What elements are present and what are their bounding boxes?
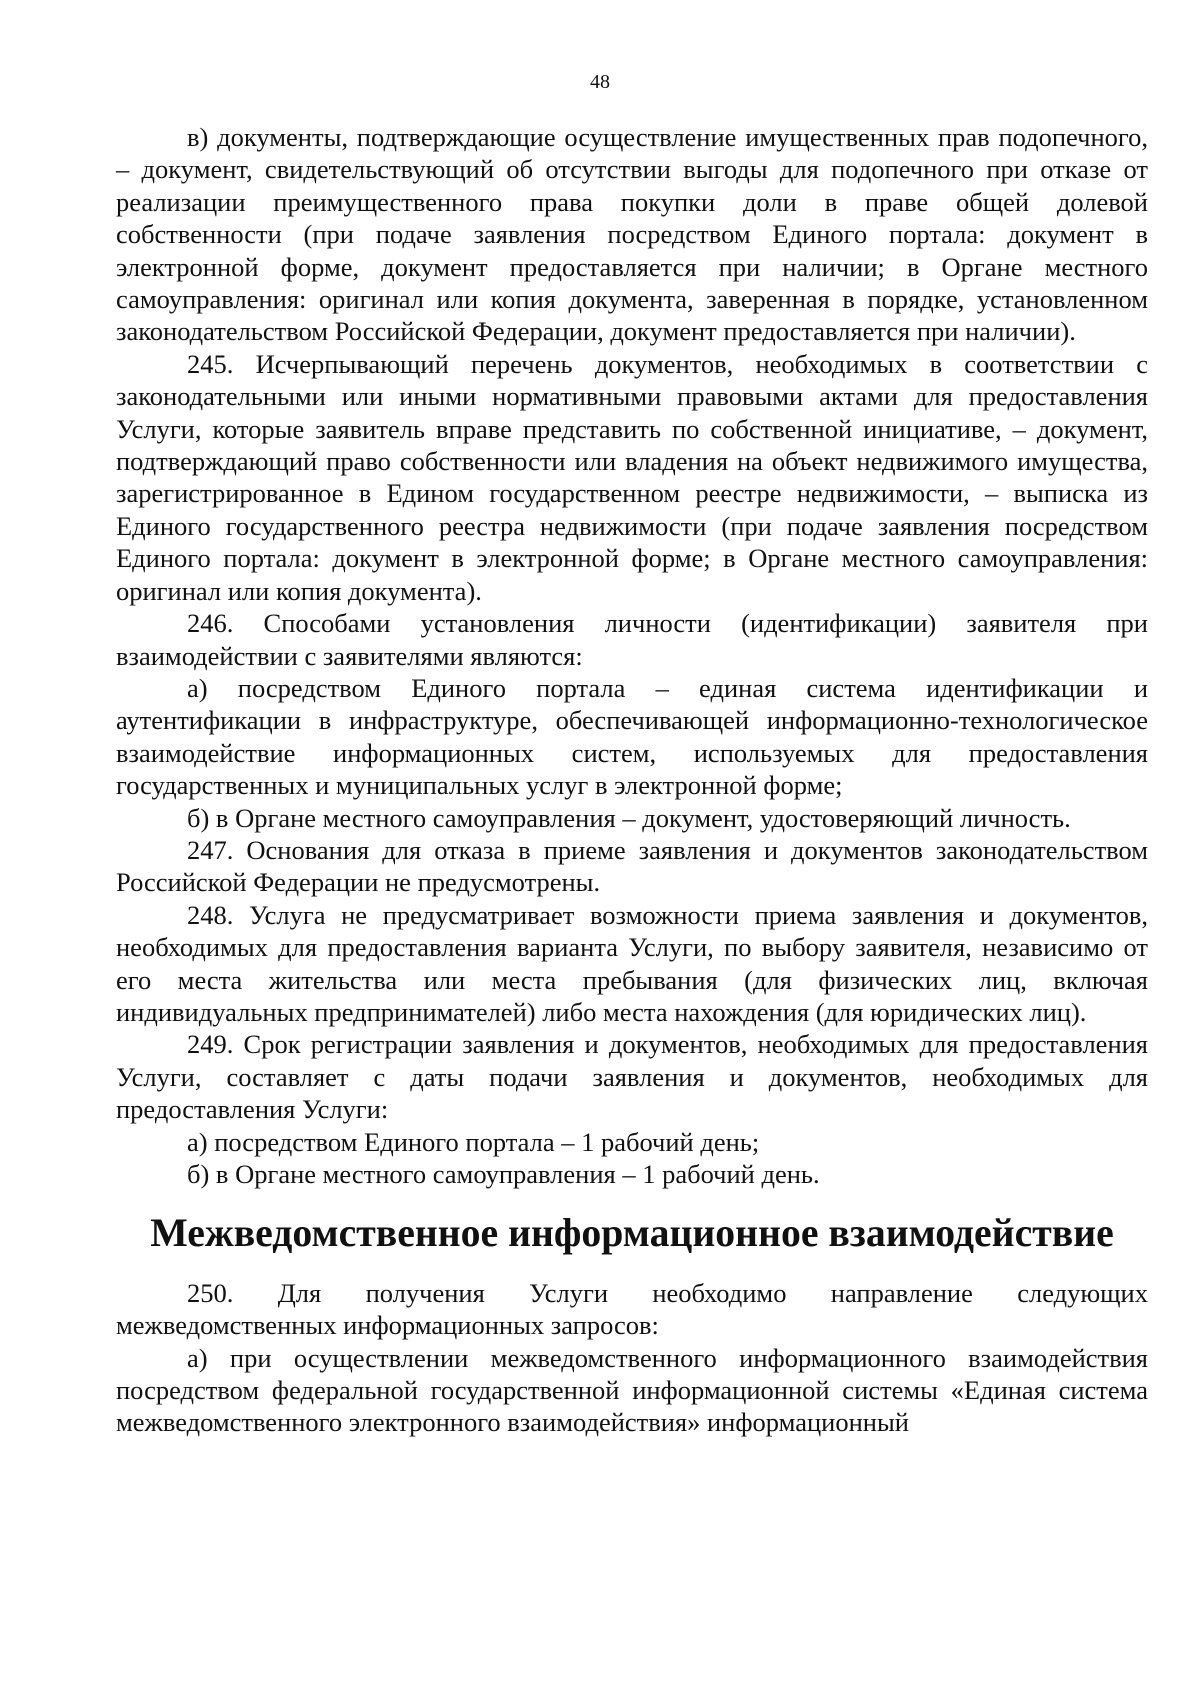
- paragraph-249: 249. Срок регистрации заявления и документов, необходимых для предоставления Услуги, составляет с даты подачи заявления и документов, необходимых для предоставления Услуги:: [116, 1029, 1148, 1125]
- paragraph-246-b: б) в Органе местного самоуправления – документ, удостоверяющий личность.: [187, 802, 1071, 833]
- paragraph-250: 250. Для получения Услуги необходимо направление следующих межведомственных информационных запросов:: [116, 1277, 1148, 1341]
- paragraph-247: 247. Основания для отказа в приеме заявления и документов законодательством Российской Федерации не предусмотрены.: [116, 834, 1148, 898]
- paragraph-249-a: а) посредством Единого портала – 1 рабочий день;: [187, 1126, 760, 1157]
- paragraph-245: 245. Исчерпывающий перечень документов, необходимых в соответствии с законодательными или иными нормативными правовыми актами для предоставления Услуги, которые заявитель вправе представить по собственной инициативе, – документ, подтверждающий право собственности или владения на объект недвижимого имущества, зарегистрированное в Едином государственном реестре недвижимости, – выписка из Единого государственного реестра недвижимости (при подаче заявления посредством Единого портала: документ в электронной форме; в Органе местного самоуправления: оригинал или копия документа).: [116, 348, 1148, 606]
- paragraph-248: 248. Услуга не предусматривает возможности приема заявления и документов, необходимых для предоставления варианта Услуги, по выбору заявителя, независимо от его места жительства или места пребывания (для физических лиц, включая индивидуальных предпринимателей) либо места нахождения (для юридических лиц).: [116, 899, 1148, 1027]
- document-body: [116, 121, 1148, 1439]
- section-heading: Межведомственное информационное взаимодействие: [150, 1211, 1114, 1256]
- paragraph-246-a: а) посредством Единого портала – единая система идентификации и аутентификации в инфраструктуре, обеспечивающей информационно-технологическое взаимодействие информационных систем, используемых для предоставления государственных и муниципальных услуг в электронной форме;: [116, 672, 1148, 801]
- paragraph-250-a: а) при осуществлении межведомственного информационного взаимодействия посредством федеральной государственной информационной системы «Единая система межведомственного электронного взаимодействия» информационный: [116, 1342, 1148, 1438]
- paragraph-item-v-property-rights: в) документы, подтверждающие осуществление имущественных прав подопечного, – документ, свидетельствующий об отсутствии выгоды для подопечного при отказе от реализации преимущественного права покупки доли в праве общей долевой собственности (при подаче заявления посредством Единого портала: документ в электронной форме, документ предоставляется при наличии; в Органе местного самоуправления: оригинал или копия документа, заверенная в порядке, установленном законодательством Российской Федерации, документ предоставляется при наличии).: [116, 122, 1148, 347]
- page-number: 48: [590, 71, 610, 93]
- paragraph-249-b: б) в Органе местного самоуправления – 1 рабочий день.: [187, 1159, 820, 1189]
- paragraph-246: 246. Способами установления личности (идентификации) заявителя при взаимодействии с заявителями являются:: [116, 608, 1148, 671]
